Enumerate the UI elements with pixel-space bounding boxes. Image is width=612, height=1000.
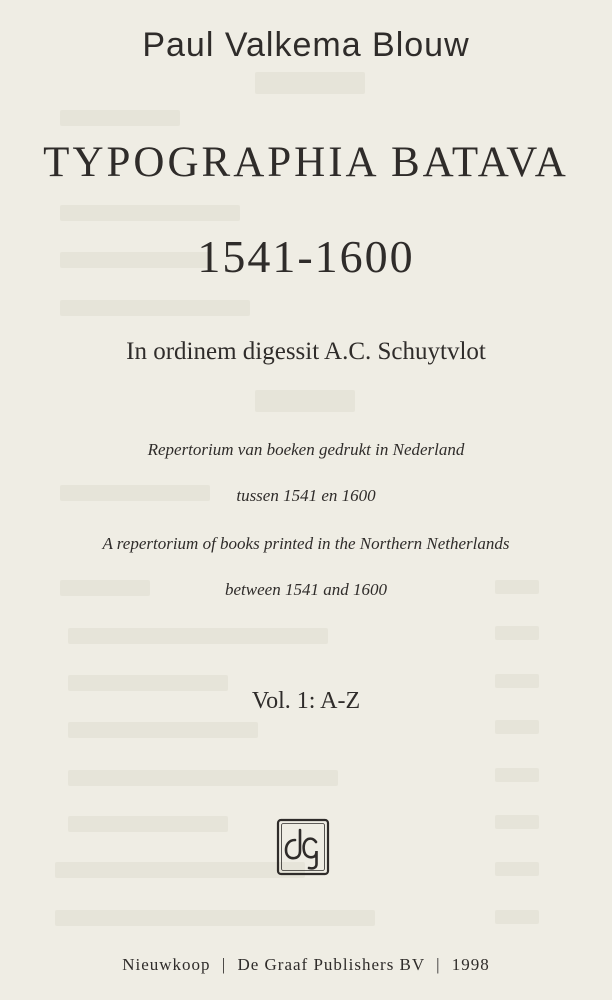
show-through-smudge xyxy=(68,628,328,644)
show-through-smudge xyxy=(495,910,539,924)
show-through-smudge xyxy=(495,862,539,876)
imprint-publisher: De Graaf Publishers BV xyxy=(237,955,425,974)
description-line: Repertorium van boeken gedrukt in Nederland xyxy=(147,440,465,459)
description-line: A repertorium of books printed in the Northern Netherlands xyxy=(102,534,510,553)
author-name: Paul Valkema Blouw xyxy=(142,26,470,64)
show-through-smudge xyxy=(495,815,539,829)
show-through-smudge xyxy=(60,205,240,221)
show-through-smudge xyxy=(495,626,539,640)
show-through-smudge xyxy=(55,862,305,878)
show-through-smudge xyxy=(495,674,539,688)
show-through-smudge xyxy=(495,720,539,734)
volume-label: Vol. 1: A-Z xyxy=(251,688,361,714)
show-through-smudge xyxy=(60,300,250,316)
imprint-place: Nieuwkoop xyxy=(122,955,211,974)
show-through-smudge xyxy=(68,816,228,832)
imprint-separator: | xyxy=(436,955,441,974)
show-through-smudge xyxy=(68,722,258,738)
year-range: 1541-1600 xyxy=(197,231,415,282)
show-through-smudge xyxy=(60,110,180,126)
imprint-year: 1998 xyxy=(451,955,490,974)
show-through-smudge xyxy=(255,390,355,412)
book-title: TYPOGRAPHIA BATAVA xyxy=(43,139,569,186)
publisher-logo-icon xyxy=(276,818,330,876)
description-line: tussen 1541 en 1600 xyxy=(236,486,376,505)
description-line: between 1541 and 1600 xyxy=(225,580,387,599)
imprint-line xyxy=(0,955,612,975)
show-through-smudge xyxy=(495,768,539,782)
editor-line: In ordinem digessit A.C. Schuytvlot xyxy=(126,338,486,365)
imprint-separator: | xyxy=(221,955,227,974)
show-through-smudge xyxy=(255,72,365,94)
show-through-smudge xyxy=(68,770,338,786)
show-through-smudge xyxy=(55,910,375,926)
